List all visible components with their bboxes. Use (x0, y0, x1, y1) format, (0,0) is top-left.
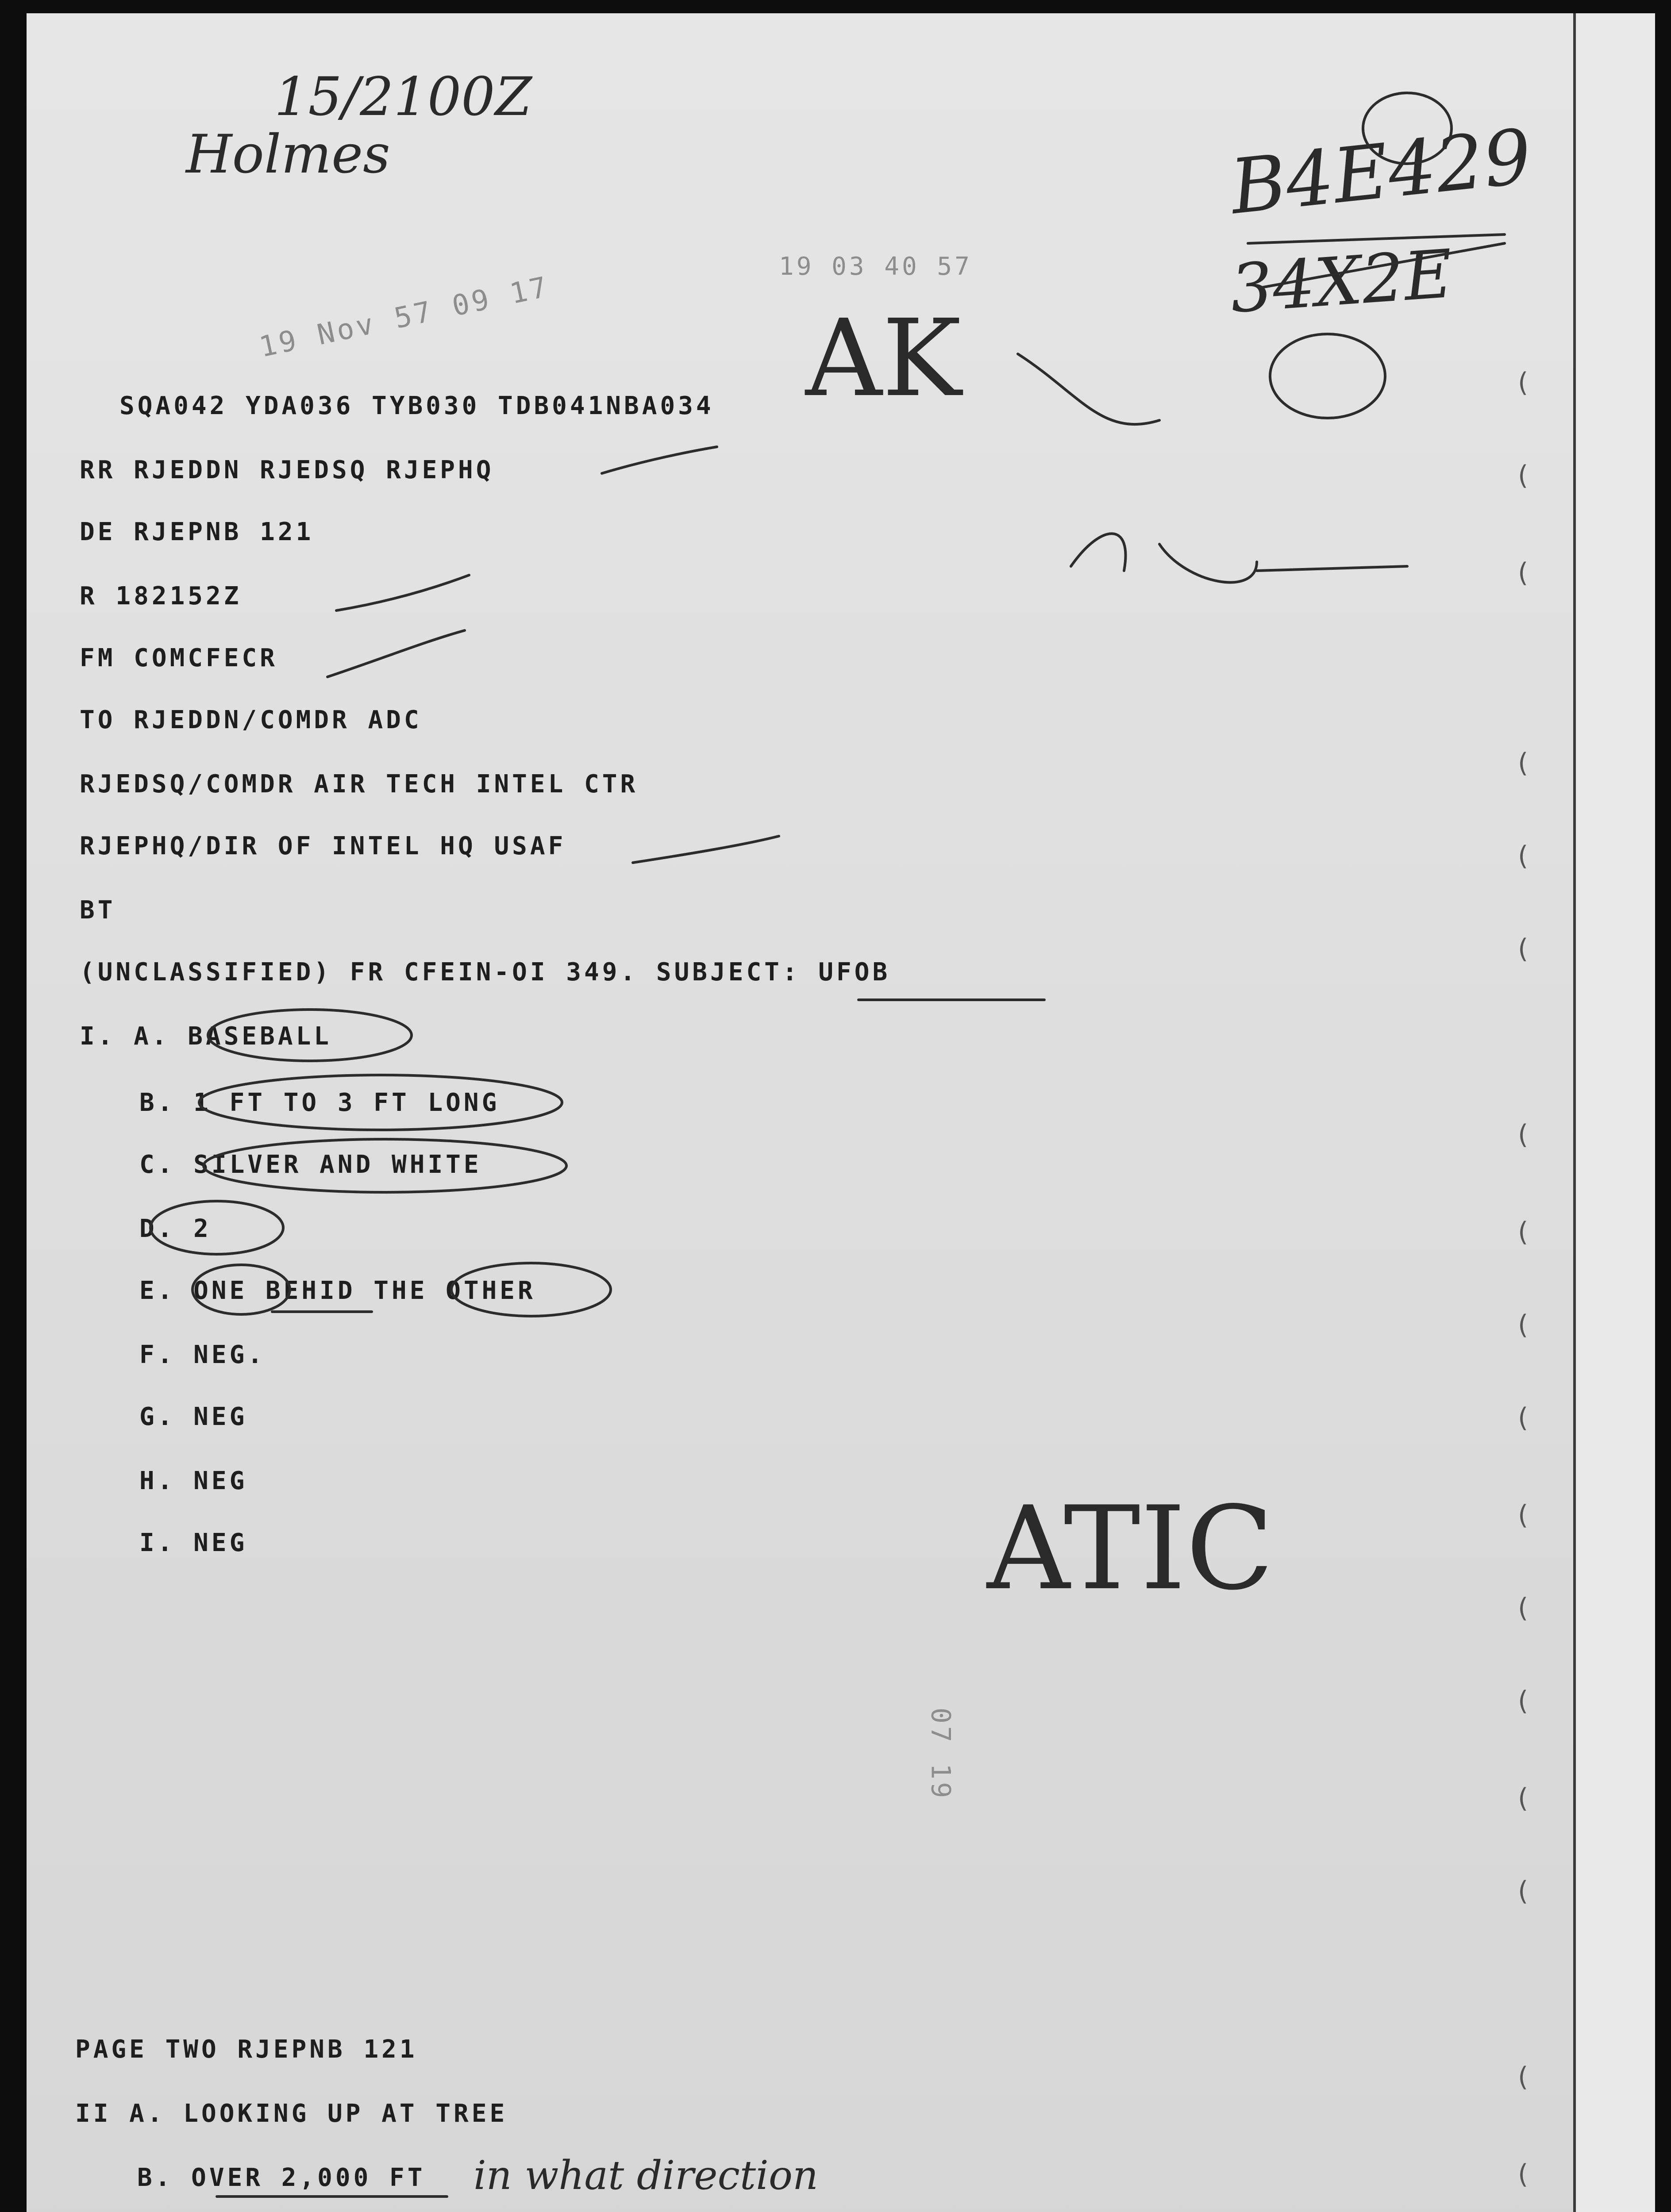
margin-mark: ( (1518, 1402, 1529, 1433)
routing-line: RR RJEDDN RJEDSQ RJEPHQ (80, 456, 494, 484)
initials: AK (805, 296, 962, 420)
margin-mark: ( (1518, 557, 1529, 588)
circled-mark (1270, 334, 1385, 418)
atic-note: ATIC (987, 1482, 1274, 1616)
dash-mark (327, 630, 465, 677)
item-line: B. 1 FT TO 3 FT LONG (139, 1088, 500, 1117)
margin-mark: ( (1518, 1500, 1529, 1531)
document-page (27, 13, 1655, 2212)
handwritten-time: 15/2100Z (274, 66, 532, 128)
routing-line: SQA042 YDA036 TYB030 TDB041NBA034 (119, 392, 714, 420)
margin-mark: ( (1518, 460, 1529, 491)
item-line: I. A. BASEBALL (80, 1022, 332, 1051)
item-line: C. SILVER AND WHITE (139, 1150, 482, 1179)
margin-mark: ( (1518, 1783, 1529, 1814)
to-line: TO RJEDDN/COMDR ADC (80, 706, 422, 734)
item-line: E. ONE BEHID THE OTHER (139, 1276, 536, 1305)
item-line: H. NEG (139, 1467, 248, 1495)
item-line: I. NEG (139, 1528, 248, 1557)
initials-swash (1018, 354, 1159, 424)
time-stamp: 19 03 40 57 (779, 252, 972, 281)
margin-mark: ( (1518, 1217, 1529, 1248)
item-line: G. NEG (139, 1402, 248, 1431)
margin-mark: ( (1518, 1310, 1529, 1340)
dash-mark (602, 447, 717, 473)
from-line: FM COMCFECR (80, 644, 278, 672)
margin-mark: ( (1518, 1686, 1529, 1717)
received-stamp: 19 Nov 57 09 17 (256, 270, 553, 364)
scribble (1071, 534, 1407, 582)
subject-line: (UNCLASSIFIED) FR CFEIN-OI 349. SUBJECT: UFOB (80, 958, 891, 987)
addressee-line: RJEDSQ/COMDR AIR TECH INTEL CTR (80, 770, 639, 799)
routing-line: DE RJEPNB 121 (80, 518, 314, 546)
margin-mark: ( (1518, 367, 1529, 398)
margin-mark: ( (1518, 1119, 1529, 1150)
vertical-stamp: 07 19 (925, 1707, 956, 1801)
margin-mark: ( (1518, 1876, 1529, 1907)
item-line: B. OVER 2,000 FT (137, 2163, 426, 2192)
margin-mark: ( (1518, 2062, 1529, 2093)
file-number: B4E429 (1226, 112, 1536, 232)
margin-mark: ( (1518, 841, 1529, 872)
margin-mark: ( (1518, 748, 1529, 779)
dash-mark (336, 575, 469, 611)
addressee-line: RJEPHQ/DIR OF INTEL HQ USAF (80, 832, 566, 860)
handwritten-note-direction: in what direction (474, 2152, 818, 2199)
break-line: BT (80, 896, 116, 925)
margin-mark: ( (1518, 2159, 1529, 2190)
perforation-strip (1576, 13, 1655, 2212)
handwritten-name: Holmes (186, 124, 390, 185)
file-number-2: 34X2E (1228, 235, 1455, 328)
item-line: II A. LOOKING UP AT TREE (75, 2099, 508, 2128)
item-line: D. 2 (139, 1214, 212, 1243)
date-time-group: R 182152Z (80, 582, 242, 611)
dash-mark (633, 836, 779, 863)
margin-mark: ( (1518, 933, 1529, 964)
page-two-header: PAGE TWO RJEPNB 121 (75, 2035, 418, 2064)
margin-mark: ( (1518, 1593, 1529, 1624)
item-line: F. NEG. (139, 1340, 266, 1369)
